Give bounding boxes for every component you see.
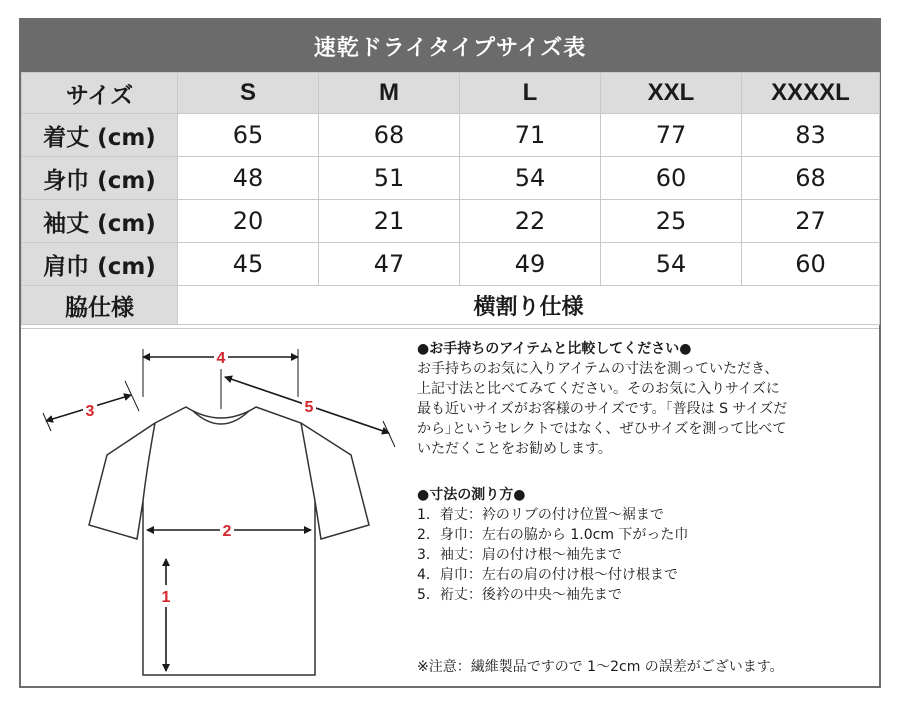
table-row bbox=[22, 157, 880, 200]
side-seam-label: 脇仕様 bbox=[22, 286, 178, 325]
measure-heading: ●寸法の測り方● bbox=[417, 487, 526, 503]
measure-line: 5．裄丈：後衿の中央〜袖先まで bbox=[417, 587, 622, 603]
marker-3: 3 bbox=[85, 403, 95, 420]
table-cell: 54 bbox=[601, 243, 742, 286]
side-seam-row bbox=[22, 286, 880, 325]
row-label: 着丈 (cm) bbox=[22, 114, 178, 157]
table-cell: 68 bbox=[742, 157, 880, 200]
tshirt-diagram bbox=[31, 337, 411, 687]
size-table bbox=[21, 72, 880, 325]
size-chart bbox=[19, 18, 881, 688]
row-label: 肩巾 (cm) bbox=[22, 243, 178, 286]
table-cell: 21 bbox=[319, 200, 460, 243]
measurement-section bbox=[21, 328, 879, 687]
table-cell: 60 bbox=[601, 157, 742, 200]
measure-line: 3．袖丈：肩の付け根〜袖先まで bbox=[417, 547, 622, 563]
table-cell: 27 bbox=[742, 200, 880, 243]
table-cell: 65 bbox=[178, 114, 319, 157]
table-cell: 83 bbox=[742, 114, 880, 157]
size-header-row bbox=[22, 73, 880, 114]
table-cell: 51 bbox=[319, 157, 460, 200]
table-cell: 60 bbox=[742, 243, 880, 286]
table-cell: 22 bbox=[460, 200, 601, 243]
chart-title: 速乾ドライタイプサイズ表 bbox=[21, 20, 879, 72]
size-col-header: S bbox=[178, 73, 319, 114]
size-col-header: XXL bbox=[601, 73, 742, 114]
measure-line: 4．肩巾：左右の肩の付け根〜付け根まで bbox=[417, 567, 678, 583]
table-cell: 54 bbox=[460, 157, 601, 200]
table-cell: 45 bbox=[178, 243, 319, 286]
compare-line: 最も近いサイズがお客様のサイズです。｢普段は S サイズだ bbox=[417, 401, 788, 417]
table-row bbox=[22, 114, 880, 157]
marker-1: 1 bbox=[161, 589, 171, 606]
row-label: 袖丈 (cm) bbox=[22, 200, 178, 243]
compare-heading: ●お手持ちのアイテムと比較してください● bbox=[417, 341, 692, 357]
compare-line: お手持ちのお気に入りアイテムの寸法を測っていただき、 bbox=[417, 361, 779, 377]
size-col-header: L bbox=[460, 73, 601, 114]
table-cell: 25 bbox=[601, 200, 742, 243]
compare-line: から｣というセレクトではなく、ぜひサイズを測って比べて bbox=[417, 421, 787, 437]
size-col-header: XXXXL bbox=[742, 73, 880, 114]
measure-line: 2．身巾：左右の脇から 1.0cm 下がった巾 bbox=[417, 527, 689, 543]
compare-line: 上記寸法と比べてみてください。そのお気に入りサイズに bbox=[417, 381, 780, 397]
marker-5: 5 bbox=[304, 399, 314, 416]
compare-line: いただくことをお勧めします。 bbox=[417, 441, 612, 457]
table-cell: 49 bbox=[460, 243, 601, 286]
measure-line: 1．着丈：衿のリブの付け位置〜裾まで bbox=[417, 507, 664, 523]
table-row bbox=[22, 200, 880, 243]
tshirt-outline bbox=[89, 407, 369, 675]
tolerance-warning: ※注意：繊維製品ですので 1〜2cm の誤差がございます。 bbox=[417, 659, 784, 675]
table-row bbox=[22, 243, 880, 286]
table-cell: 48 bbox=[178, 157, 319, 200]
size-col-header: M bbox=[319, 73, 460, 114]
size-header-label: サイズ bbox=[22, 73, 178, 114]
table-cell: 71 bbox=[460, 114, 601, 157]
table-cell: 77 bbox=[601, 114, 742, 157]
measurement-notes bbox=[417, 339, 872, 675]
table-cell: 20 bbox=[178, 200, 319, 243]
table-cell: 47 bbox=[319, 243, 460, 286]
side-seam-value: 横割り仕様 bbox=[178, 286, 880, 325]
marker-2: 2 bbox=[222, 523, 232, 540]
row-label: 身巾 (cm) bbox=[22, 157, 178, 200]
table-cell: 68 bbox=[319, 114, 460, 157]
marker-4: 4 bbox=[216, 350, 226, 367]
